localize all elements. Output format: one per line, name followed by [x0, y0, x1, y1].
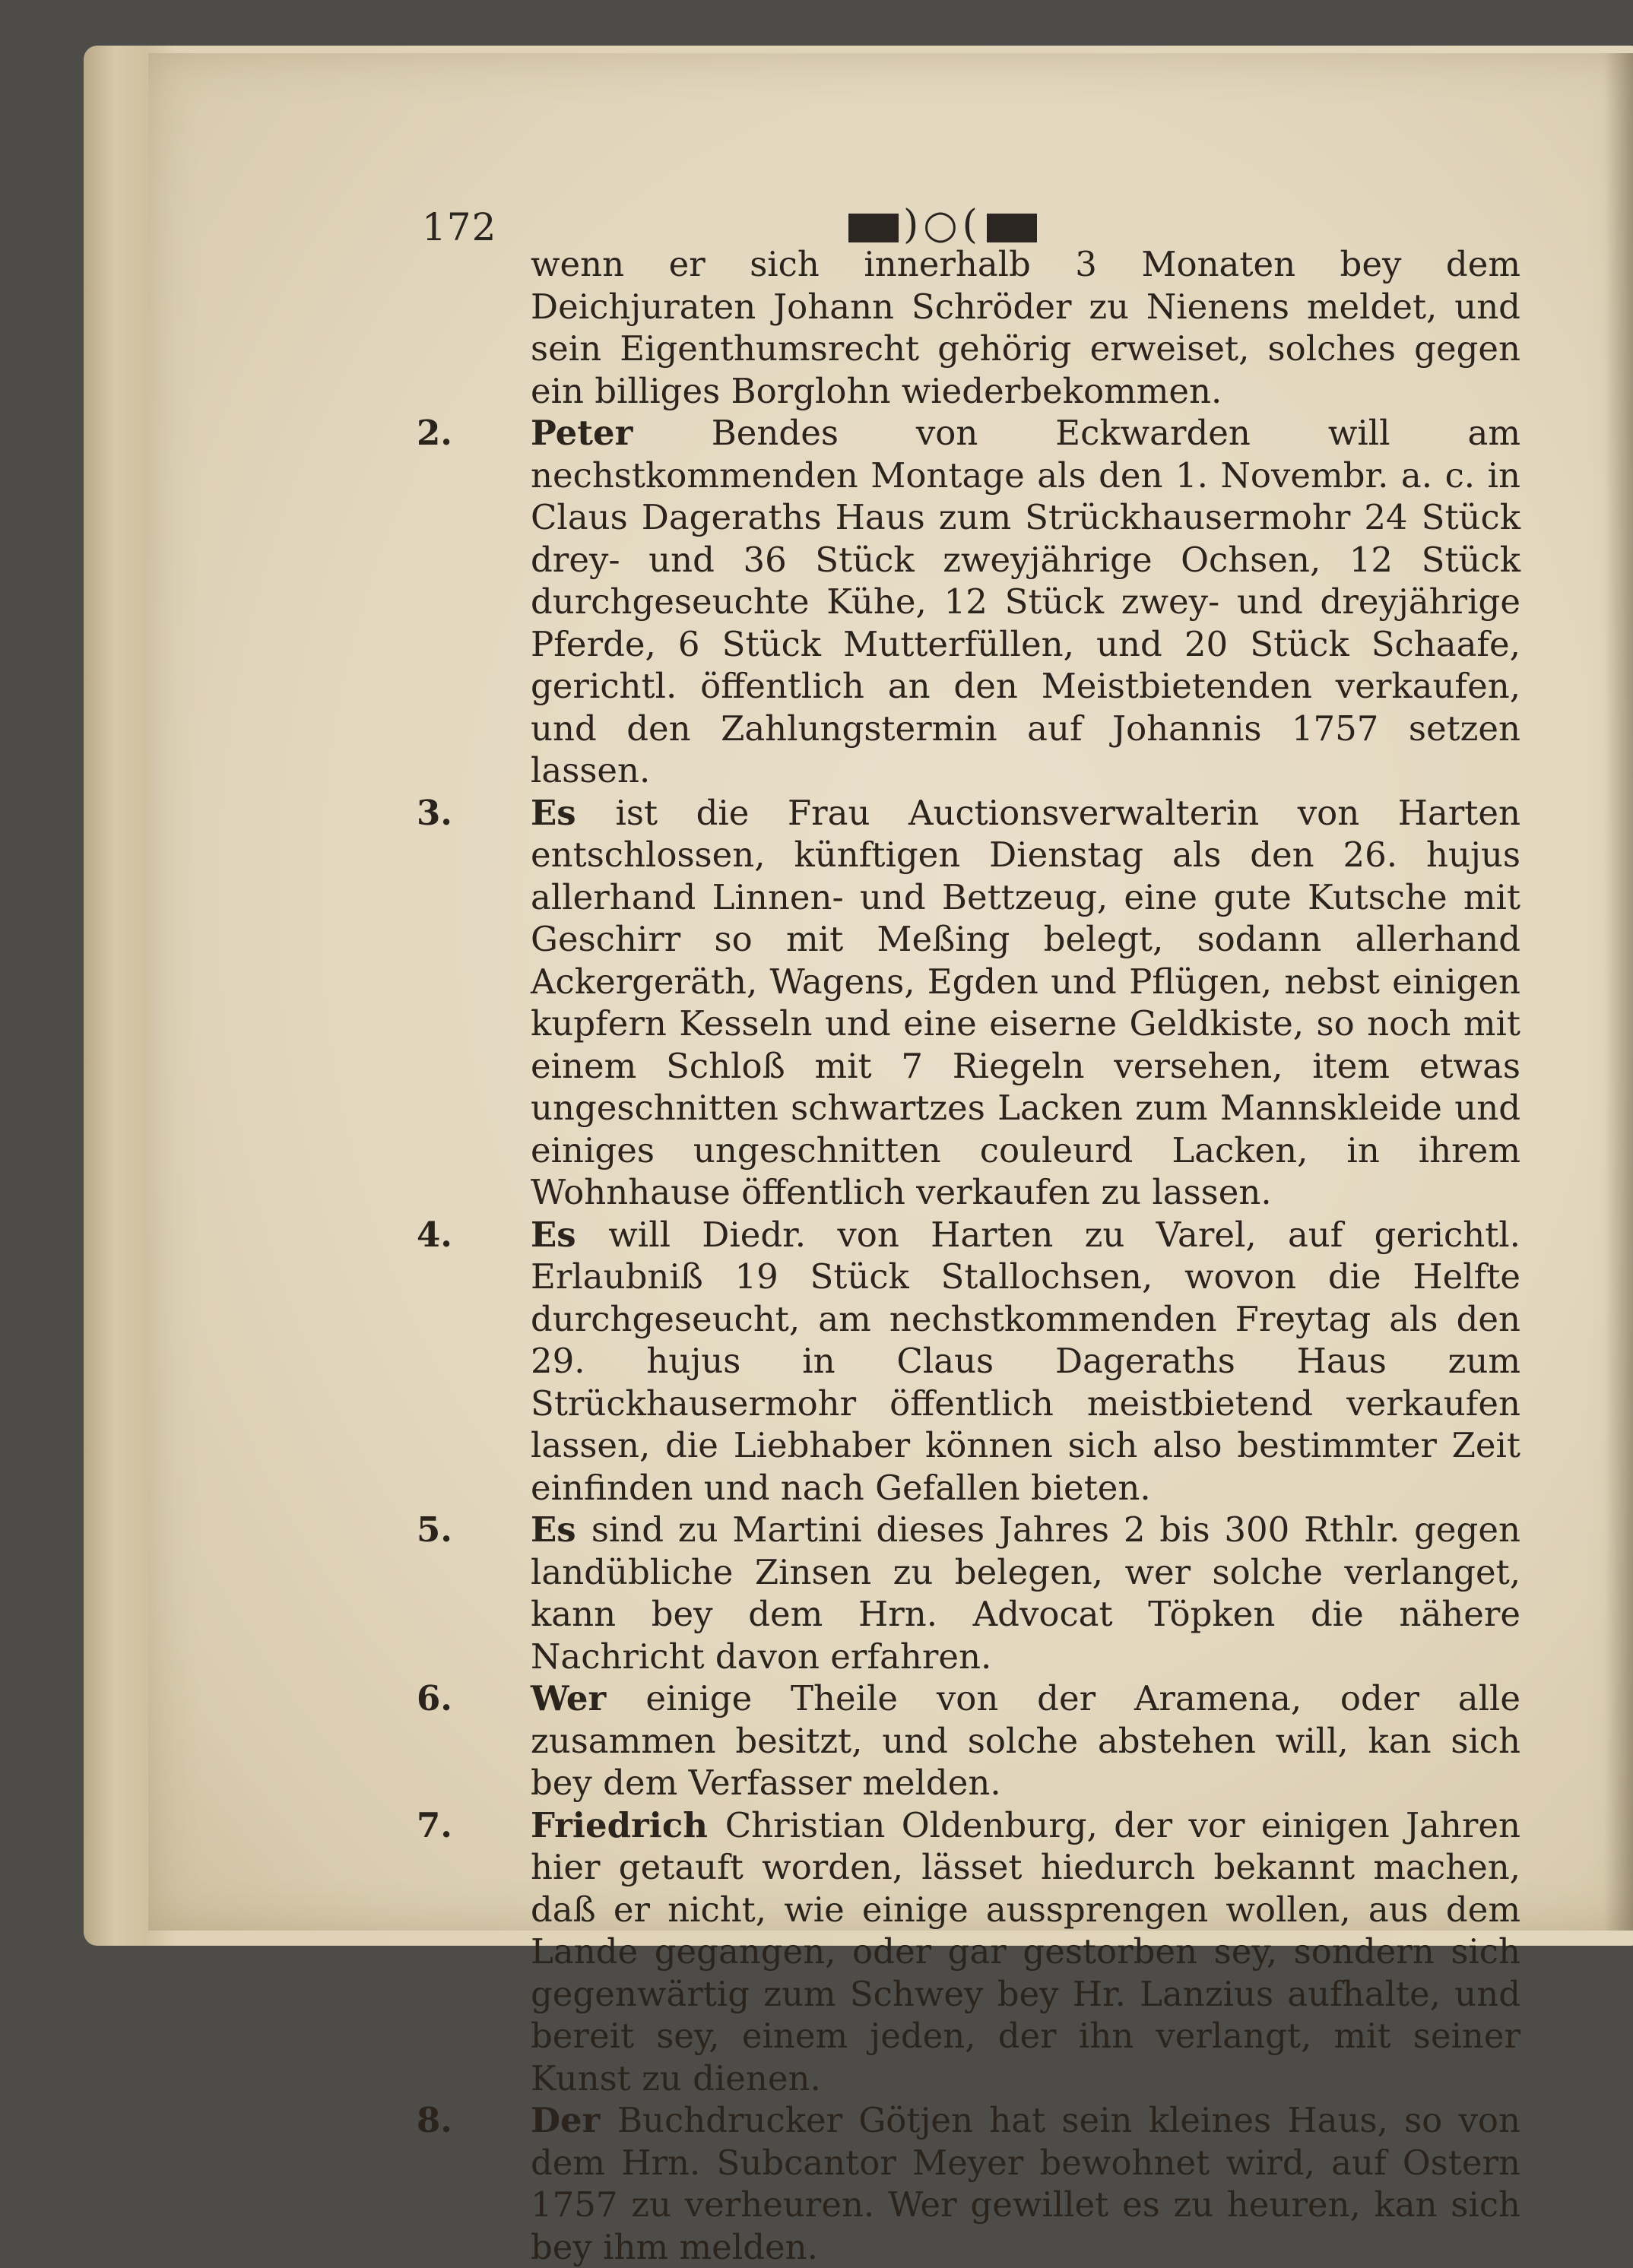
notice-text: Christian Oldenburg, der vor einigen Jahren hier getauft worden, lässet hiedurch bekannt machen, daß er nicht, wie einige aussprengen wollen, aus dem Lande gegangen, oder gar gestorben sey, sondern sich gegenwärtig zum Schwey bey Hr. Lanzius aufhalte, und bereit sey, einem jeden, der ihn verlangt, mit seiner Kunst zu dienen.: [531, 1804, 1520, 2099]
ornament-block-right: [987, 214, 1037, 242]
notice-3: [417, 792, 1520, 1214]
page-gutter-shadow: [1604, 53, 1633, 1931]
notice-first-word: Es: [531, 1214, 609, 1255]
notice-text: ist die Frau Auctionsverwalterin von Harten entschlossen, künftigen Dienstag als den 26. hujus allerhand Linnen- und Bettzeug, eine gute Kutsche mit Geschirr so mit Meßing belegt, sodann allerhand Ackergeräth, Wagens, Egden und Pflügen, nebst einigen kupfern Kesseln und eine eiserne Geldkiste, so noch mit einem Schloß mit 7 Riegeln versehen, item etwas ungeschnitten schwartzes Lacken zum Mannskleide und einiges ungeschnitten couleurd Lacken, in ihrem Wohnhause öffentlich verkaufen zu lassen.: [531, 792, 1520, 1212]
notice-first-word: Es: [531, 1509, 591, 1550]
notice-text: wenn er sich innerhalb 3 Monaten bey dem Deichjuraten Johann Schröder zu Nienens meldet, und sein Eigenthumsrecht gehörig erweiset, solches gegen ein billiges Borglohn wiederbekommen.: [531, 244, 1520, 411]
notice-number: 7.: [417, 1804, 452, 1845]
notice-text: Buchdrucker Götjen hat sein kleines Haus, so von dem Hrn. Subcantor Meyer bewohnet wird, auf Ostern 1757 zu verheuren. Wer gewillet es zu heuren, kan sich bey ihm melden.: [531, 2100, 1520, 2267]
notice-2: [417, 412, 1520, 792]
notice-4: [417, 1214, 1520, 1509]
notice-first-word: Der: [531, 2100, 617, 2140]
notice-first-word: Peter: [531, 413, 712, 453]
notice-5: [417, 1509, 1520, 1677]
notices-text: [417, 243, 1520, 2268]
notice-text: sind zu Martini dieses Jahres 2 bis 300 Rthlr. gegen landübliche Zinsen zu belegen, wer solche verlanget, kann bey dem Hrn. Advocat Töpken die nähere Nachricht davon erfahren.: [531, 1509, 1520, 1677]
notice-text: Bendes von Eckwarden will am nechstkommenden Montage als den 1. Novembr. a. c. in Claus Dageraths Haus zum Strückhausermohr 24 Stück drey- und 36 Stück zweyjährige Ochsen, 12 Stück durchgeseuchte Kühe, 12 Stück zwey- und dreyjährige Pferde, 6 Stück Mutterfüllen, und 20 Stück Schaafe, gerichtl. öffentlich an den Meistbietenden verkaufen, und den Zahlungstermin auf Johannis 1757 setzen lassen.: [531, 413, 1520, 790]
notice-6: [417, 1677, 1520, 1804]
notice-number: 5.: [417, 1509, 452, 1550]
notice-text: will Diedr. von Harten zu Varel, auf gerichtl. Erlaubniß 19 Stück Stallochsen, wovon die Helfte durchgeseucht, am nechstkommenden Freytag als den 29. hujus in Claus Dageraths Haus zum Strückhausermohr öffentlich meistbietend verkaufen lassen, die Liebhaber können sich also bestimmter Zeit einfinden und nach Gefallen bieten.: [531, 1214, 1520, 1508]
notice-first-word: Friedrich: [531, 1804, 725, 1845]
notice-number: 6.: [417, 1678, 452, 1718]
notice-number: 3.: [417, 792, 452, 833]
header-ornament: [844, 202, 1042, 248]
page-number: 172: [422, 205, 497, 249]
notice-8: [417, 2099, 1520, 2268]
notice-1-continuation: [417, 243, 1520, 412]
notice-text: einige Theile von der Aramena, oder alle zusammen besitzt, und solche abstehen will, kan sich bey dem Verfasser melden.: [531, 1678, 1521, 1803]
notice-number: 2.: [417, 413, 452, 453]
notice-number: 4.: [417, 1214, 452, 1255]
notice-number: 8.: [417, 2100, 452, 2140]
ornament-block-left: [848, 214, 899, 242]
notice-first-word: Es: [531, 792, 616, 833]
notice-first-word: Wer: [531, 1678, 646, 1718]
ornament-glyph: )○(: [903, 202, 982, 248]
